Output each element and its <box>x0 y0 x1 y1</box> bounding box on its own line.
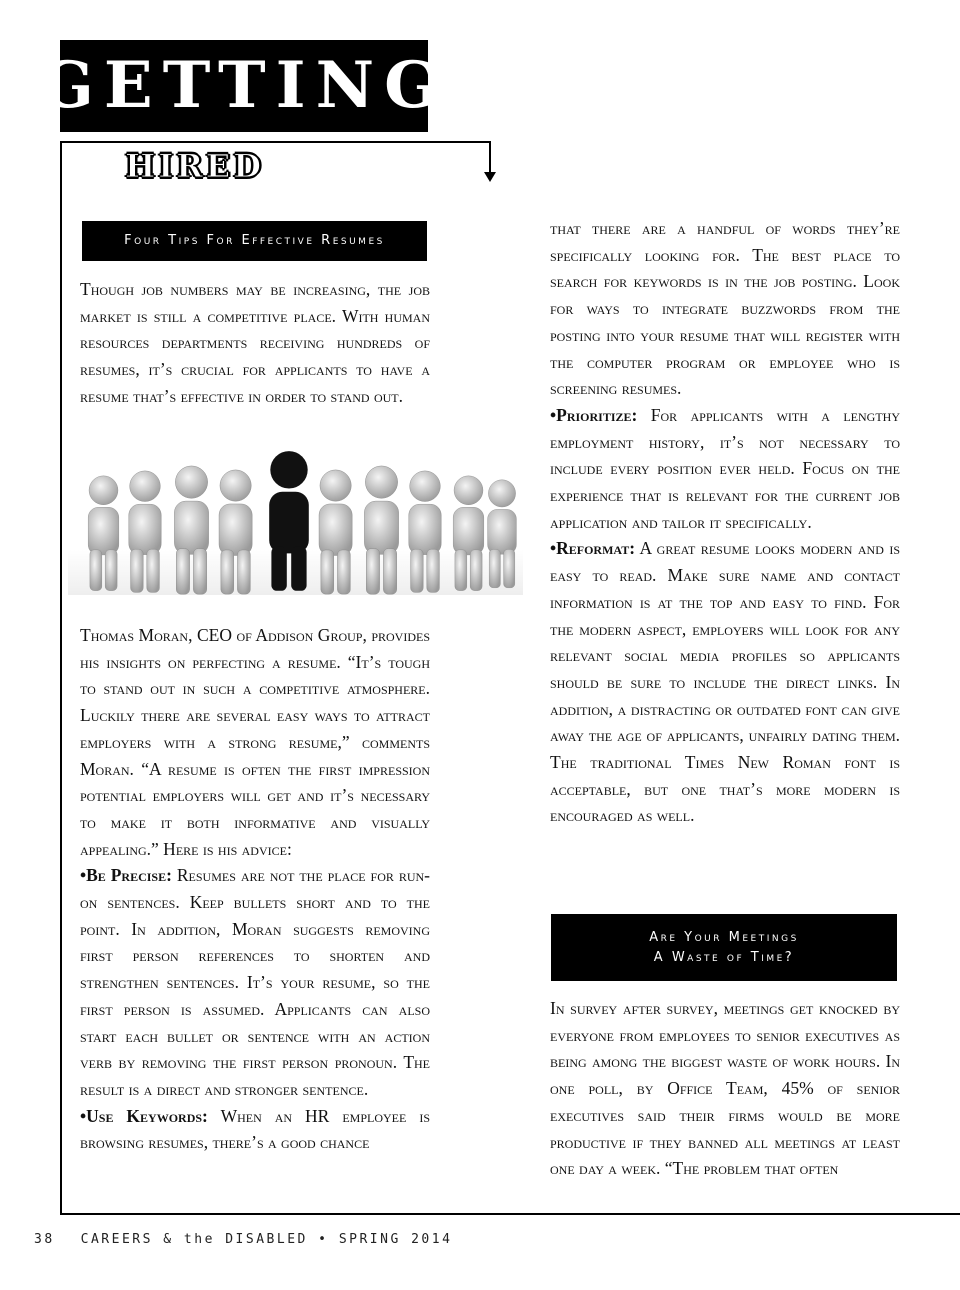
banner-line-2: A Waste of Time? <box>653 949 795 965</box>
tip-heading: •Prioritize: <box>550 404 638 425</box>
tip-heading: •Use Keywords: <box>80 1105 208 1126</box>
frame-bottom-rule <box>60 1213 960 1215</box>
tip-be-precise <box>80 862 430 1102</box>
left-column <box>80 622 430 1156</box>
moran-intro: Thomas Moran, CEO of Addison Group, provides his insights on perfecting a resume. “It’s tough to stand out in such a competitive atmosphere. Luckily there are several easy ways to attract employers with a strong resume,” comments Moran. “A resume is often the first impression potential employers will get and it’s necessary to make it both informative and visually appealing.” Here is his advice: <box>80 625 430 859</box>
page-title: GETTING <box>60 40 428 132</box>
page-number: 38 <box>34 1232 55 1247</box>
section-banner-resumes: Four Tips For Effective Resumes <box>82 221 427 261</box>
page-footer <box>34 1232 452 1248</box>
tip-text: A great resume looks modern and is easy to read. Make sure name and contact information is at the top and easy to find. For the modern aspect, employers will look for any relevant social media profiles so applicants should be sure to include the direct links. In addition, a distracting or outdated font can give away the age of applicants, unfairly dating them. The traditional Times New Roman font is acceptable, but one that’s more modern is encouraged as well. <box>550 538 900 826</box>
tip-heading: •Reformat: <box>550 538 636 559</box>
tip-use-keywords-start <box>80 1103 430 1156</box>
frame-left-rule <box>60 141 62 1215</box>
meetings-article <box>550 995 900 1182</box>
banner-line-1: Are Your Meetings <box>649 929 799 945</box>
page-subtitle: HIRED <box>125 147 264 185</box>
tip-reformat <box>550 535 900 829</box>
intro-text: Though job numbers may be increasing, the job market is still a competitive place. With human resources departments receiving hundreds of resumes, it’s crucial for applicants to have a resume that’s effective in order to stand out. <box>80 279 430 406</box>
intro-paragraph <box>80 276 430 410</box>
tip-heading: •Be Precise: <box>80 865 172 886</box>
meetings-text: In survey after survey, meetings get knocked by everyone from employees to senior executives as being among the biggest waste of work hours. In one poll, by Office Team, 45% of senior executives said their firms would be more productive if they banned all meetings at least one day a week. “The problem that often <box>550 998 900 1179</box>
section-banner-meetings <box>551 914 897 981</box>
tip-prioritize <box>550 402 900 536</box>
tip-text: Resumes are not the place for run-on sentences. Keep bullets short and to the point. In addition, Moran suggests removing first person references to shorten and strengthen sentences. It’s your resume, so the first person is assumed. Applicants can also start each bullet or sentence with an action verb by removing the first person pronoun. The result is a direct and stronger sentence. <box>80 865 430 1099</box>
arrow-down-icon <box>484 172 496 182</box>
tip-use-keywords-continued: that there are a handful of words they’re specifically looking for. The best place to search for keywords is in the job posting. Look for ways to integrate buzzwords from the posting into your resume that will register with the computer program or employee who is screening resumes. <box>550 218 900 399</box>
arrow-line <box>489 141 491 175</box>
standout-figure-image <box>68 445 523 595</box>
tip-text: When an HR employee is browsing resumes, there’s a good chance <box>80 1105 430 1153</box>
publication-name: CAREERS & the DISABLED • SPRING 2014 <box>80 1232 453 1247</box>
people-illustration <box>68 445 523 595</box>
right-column <box>550 215 900 829</box>
tip-text: For applicants with a lengthy employment history, it’s not necessary to include every position ever held. Focus on the experience that is relevant for the current job application and tailor it specifically. <box>550 404 900 532</box>
frame-top-rule <box>60 141 490 143</box>
